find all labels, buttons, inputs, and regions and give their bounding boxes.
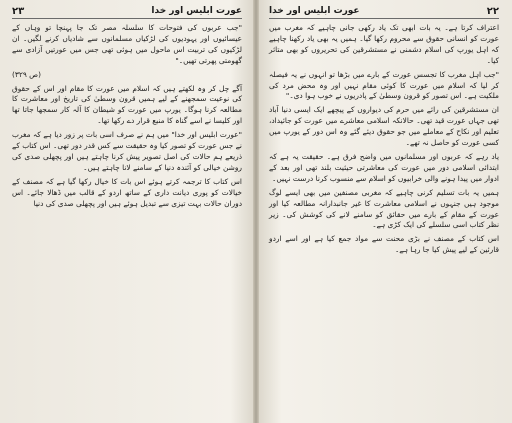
right-page (259, 0, 509, 423)
right-page-body (269, 23, 499, 256)
right-paragraph: یاد رہے کہ عربوں اور مسلمانوں میں واضح فرق ہے۔ حقیقت یہ ہے کہ ابتدائی اسلامی دور میں عورت کی معاشرتی حیثیت بلند تھی اور بعد کے ادوار میں پیدا ہونے والی خرابیوں کو اسلام سے منسوب کرنا درست نہیں۔ (269, 151, 499, 183)
left-paragraph: "جب عربوں کی فتوحات کا سلسلہ مصر تک جا پہنچا تو وہاں کے عیسائیوں اور یہودیوں کی لڑکیاں مسلمانوں سے شادیاں کرنے لگیں۔ ان لڑکیوں کی تربیت اس ماحول میں ہوئی تھی جس میں عورتیں آزادی سے گھومتی پھرتی تھیں۔" (12, 23, 242, 65)
right-paragraph: ان مستشرقین کی رائے میں حرم کی دیواروں کے پیچھے ایک ایسی دنیا آباد تھی جہاں عورت قید تھی۔ حالانکہ اسلامی معاشرے میں عورت کو جائیداد، تعلیم اور نکاح کے معاملے میں جو حقوق دیئے گئے وہ اس دور کے یورپ میں کسی عورت کو حاصل نہ تھے۔ (269, 105, 499, 148)
right-paragraph: "جب اہل مغرب کا تجسس عورت کے بارے میں بڑھا تو انہوں نے یہ فیصلہ کر لیا کہ اسلام میں عورت کا کوئی مقام نہیں اور وہ محض مرد کی ملکیت ہے۔ اس تصور کو قرون وسطیٰ کے پادریوں نے خوب ہوا دی۔" (269, 69, 499, 101)
left-paragraph: آگے چل کر وہ لکھتے ہیں کہ اسلام میں عورت کا مقام اور اس کے حقوق کی نوعیت سمجھنے کے لیے ہمیں قرون وسطیٰ کی تاریخ اور معاشرت کا مطالعہ کرنا ہوگا۔ یورپ میں عورت کو شیطان کا آلہ کار سمجھا جاتا تھا اور کلیسا نے اسے گناہ کا منبع قرار دے رکھا تھا۔ (12, 83, 242, 126)
right-page-header (269, 4, 499, 19)
left-paragraph: اس کتاب کا ترجمہ کرتے ہوئے اس بات کا خیال رکھا گیا ہے کہ مصنف کے خیالات کو پوری دیانت داری کے ساتھ اردو کے قالب میں ڈھالا جائے۔ اس دوران حالات بہت تیزی سے تبدیل ہوئے ہیں اور پچھلی صدی کی دنیا (12, 176, 242, 208)
right-paragraph: اس کتاب کے مصنف نے بڑی محنت سے مواد جمع کیا ہے اور اسے اردو قارئین کے لیے پیش کیا جا رہا ہے۔ (269, 234, 499, 255)
left-page-body (12, 23, 242, 210)
right-running-title: عورت ابلیس اور خدا (269, 6, 360, 16)
right-paragraph: ہمیں یہ بات تسلیم کرنی چاہیے کہ مغربی مصنفین میں بھی ایسے لوگ موجود ہیں جنہوں نے اسلامی معاشرت کا غیر جانبدارانہ مطالعہ کیا اور عورت کے مقام کے بارے میں حقائق کو سامنے لانے کی کوشش کی۔ زیر نظر کتاب اسی سلسلے کی ایک کڑی ہے۔ (269, 187, 499, 230)
right-page-number: ۲۲ (486, 5, 499, 17)
left-page-header (12, 4, 242, 19)
left-running-title: عورت ابلیس اور خدا (151, 6, 242, 16)
left-citation: (ص ۳۲۹) (12, 69, 41, 79)
left-page (2, 0, 252, 423)
left-paragraph: "عورت ابلیس اور خدا" میں ہم نے صرف اسی بات پر زور دیا ہے کہ مغرب نے جس عورت کو تصور کیا وہ حقیقت سے کس قدر دور تھی۔ اس کتاب کے ذریعے ہم حالات کی اصل تصویر پیش کرنا چاہتے ہیں اور پچھلی صدی کی روشن خیالی کو آئندہ دنیا کے سامنے لانا چاہتے ہیں۔ (12, 130, 242, 172)
right-paragraph: اعتراف کرتا ہے۔ یہ بات ابھی تک یاد رکھی جانی چاہیے کہ مغرب میں عورت کو انسانی حقوق سے محروم رکھا گیا۔ ہمیں یہ بھی یاد رکھنا چاہیے کہ اہل یورپ کی اسلام دشمنی نے مستشرقین کی تحریروں کو بھی متاثر کیا۔ (269, 23, 499, 65)
left-page-number: ۲۳ (12, 5, 25, 17)
